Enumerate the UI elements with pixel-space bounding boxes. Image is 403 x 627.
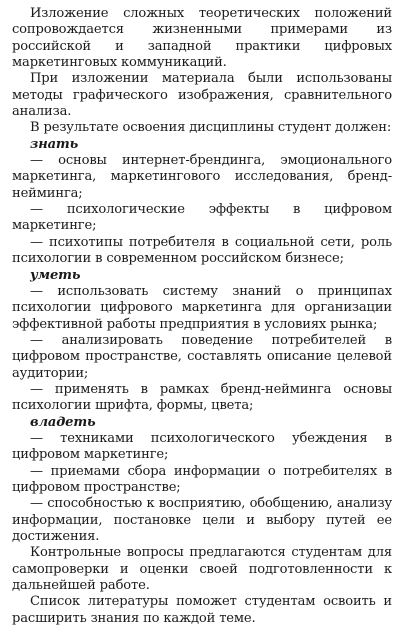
list-item: — способностью к восприятию, обобщению, анализу информации, постановке цели и выбору путей ее достижения. bbox=[12, 496, 392, 544]
section-heading-be-able: уметь bbox=[30, 267, 81, 283]
list-item: — анализировать поведение потребителей в цифровом пространстве, составлять описание целевой аудитории; bbox=[12, 332, 392, 381]
list-item: — психотипы потребителя в социальной сети, роль психологии в современном российском бизнесе; bbox=[12, 234, 392, 267]
list-item: — психологические эффекты в цифровом маркетинге; bbox=[12, 202, 392, 234]
bibliography-paragraph: Список литературы поможет студентам освоить и расширить знания по каждой теме. bbox=[12, 594, 392, 626]
section-heading-know: знать bbox=[30, 136, 79, 152]
list-item: — основы интернет-брендинга, эмоционального маркетинга, маркетингового исследования, бренд-нейминга; bbox=[12, 153, 392, 201]
list-item: — техниками психологического убеждения в цифровом маркетинге; bbox=[12, 430, 392, 463]
methods-paragraph: При изложении материала были использованы методы графического изображения, сравнительного анализа. bbox=[12, 71, 392, 120]
list-item: — использовать систему знаний о принципах психологии цифрового маркетинга для организации эффективной работы предприятия в условиях рынка; bbox=[12, 283, 392, 332]
list-item: — приемами сбора информации о потребителях в цифровом пространстве; bbox=[12, 463, 392, 495]
outcomes-intro: В результате освоения дисциплины студент должен: bbox=[30, 120, 392, 136]
intro-paragraph: Изложение сложных теоретических положений сопровождается жизненными примерами из российской и западной практики цифровых маркетинговых коммуникаций. bbox=[12, 6, 392, 71]
control-questions-paragraph: Контрольные вопросы предлагаются студентам для самопроверки и оценки своей подготовленности к дальнейшей работе. bbox=[12, 545, 392, 594]
document-page bbox=[12, 6, 392, 627]
list-item: — применять в рамках бренд-нейминга основы психологии шрифта, формы, цвета; bbox=[12, 381, 392, 414]
section-heading-master: владеть bbox=[30, 414, 96, 430]
